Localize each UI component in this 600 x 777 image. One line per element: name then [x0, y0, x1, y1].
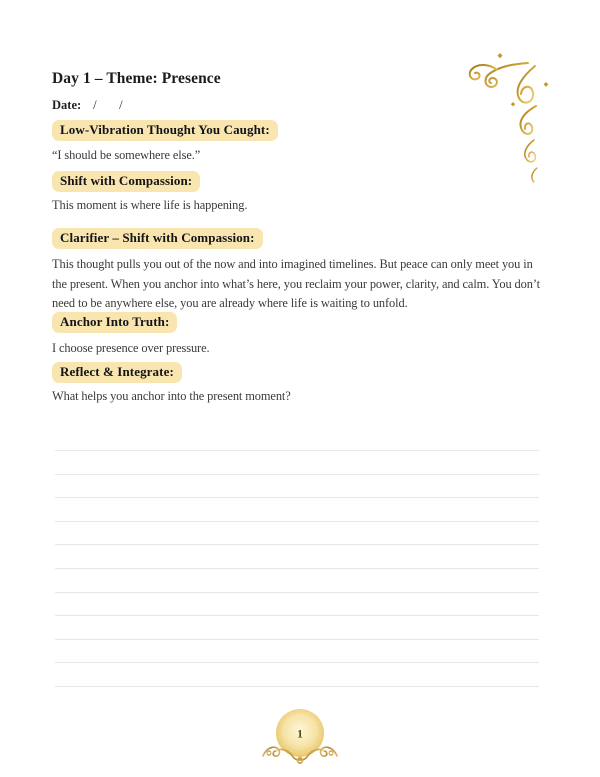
section-body-clarifier: This thought pulls you out of the now and into imagined timelines. But peace can only meet you in the present. When you anchor into what’s here, you reclaim your power, clarity, and calm. You don’t need to be anywhere else, you are already where life is waiting to unfold.: [52, 257, 540, 311]
writing-line: [55, 474, 539, 475]
writing-line: [55, 615, 539, 616]
footer-divider-ornament: [160, 702, 440, 772]
corner-flourish-ornament: [366, 44, 552, 240]
writing-line: [55, 662, 539, 663]
writing-line: [55, 592, 539, 593]
date-label: Date:: [52, 98, 82, 112]
section-heading-anchor-into-truth: Anchor Into Truth:: [52, 312, 177, 333]
section-heading-shift-with-compassion: Shift with Compassion:: [52, 171, 200, 192]
page-number: 1: [297, 728, 303, 741]
section-body-low-vibration-thought: “I should be somewhere else.”: [52, 148, 201, 162]
writing-lines[interactable]: [55, 450, 539, 690]
section-heading-clarifier: Clarifier – Shift with Compassion:: [52, 228, 263, 249]
section-heading-reflect-integrate: Reflect & Integrate:: [52, 362, 182, 383]
writing-line: [55, 521, 539, 522]
writing-line: [55, 568, 539, 569]
writing-line: [55, 686, 539, 687]
writing-line: [55, 639, 539, 640]
date-row: [52, 98, 125, 113]
corner-swirls: [470, 63, 537, 182]
date-value: / /: [93, 98, 125, 112]
writing-line: [55, 497, 539, 498]
section-body-reflect-integrate: What helps you anchor into the present moment?: [52, 389, 291, 403]
section-body-shift-with-compassion: This moment is where life is happening.: [52, 198, 248, 212]
section-body-anchor-into-truth: I choose presence over pressure.: [52, 341, 210, 355]
writing-line: [55, 450, 539, 451]
section-heading-low-vibration-thought: Low-Vibration Thought You Caught:: [52, 120, 278, 141]
page-title: Day 1 – Theme: Presence: [52, 70, 221, 87]
writing-line: [55, 544, 539, 545]
